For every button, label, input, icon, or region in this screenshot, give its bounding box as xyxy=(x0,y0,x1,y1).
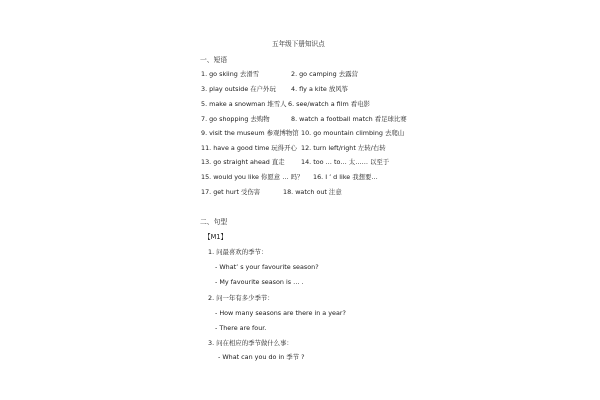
phrase-item: 13. go straight ahead 直走 xyxy=(201,158,285,166)
phrase-item: 17. get hurt 受伤害 xyxy=(201,188,261,196)
question-item: 2. 问一年有多少季节： xyxy=(208,294,274,302)
phrase-item: 5. make a snowman 堆雪人 xyxy=(201,100,287,108)
phrase-item: 1. go skiing 去滑雪 xyxy=(201,70,260,78)
sentence-line: - My favourite season is … . xyxy=(215,278,304,286)
sentence-line: - What can you do in 季节 ? xyxy=(218,353,305,361)
section-heading-sentences: 二、句型 xyxy=(200,218,228,226)
phrase-item: 10. go mountain climbing 去爬山 xyxy=(301,129,405,137)
question-item: 1. 问最喜欢的季节： xyxy=(208,248,268,256)
phrase-item: 12. turn left/right 左转/右转 xyxy=(301,144,386,152)
section-heading-phrases: 一、短语 xyxy=(200,56,228,64)
phrase-item: 2. go camping 去露营 xyxy=(291,70,358,78)
sentence-line: - How many seasons are there in a year? xyxy=(215,309,346,317)
phrase-item: 4. fly a kite 放风筝 xyxy=(291,85,349,93)
phrase-item: 6. see/watch a film 看电影 xyxy=(288,100,370,108)
sentence-line: - What’ s your favourite season? xyxy=(215,263,319,271)
module-label: 【M1】 xyxy=(204,233,228,241)
phrase-item: 7. go shopping 去购物 xyxy=(201,115,270,123)
phrase-item: 15. would you like 你愿意 … 吗？ xyxy=(201,173,304,181)
phrase-item: 11. have a good time 玩得开心 xyxy=(201,144,297,152)
document-title: 五年级下册知识点 xyxy=(272,40,325,48)
phrase-item: 9. visit the museum 参观博物馆 xyxy=(201,129,299,137)
sentence-line: - There are four. xyxy=(215,324,267,332)
question-item: 3. 问在相应的季节做什么事： xyxy=(208,339,293,347)
phrase-item: 16. I ’ d like 我想要… xyxy=(313,173,378,181)
phrase-item: 8. watch a football match 看足球比赛 xyxy=(291,115,407,123)
phrase-item: 14. too … to… 太…… 以至于 xyxy=(301,158,390,166)
phrase-item: 18. watch out 注意 xyxy=(283,188,342,196)
phrase-item: 3. play outside 在户外玩 xyxy=(201,85,276,93)
